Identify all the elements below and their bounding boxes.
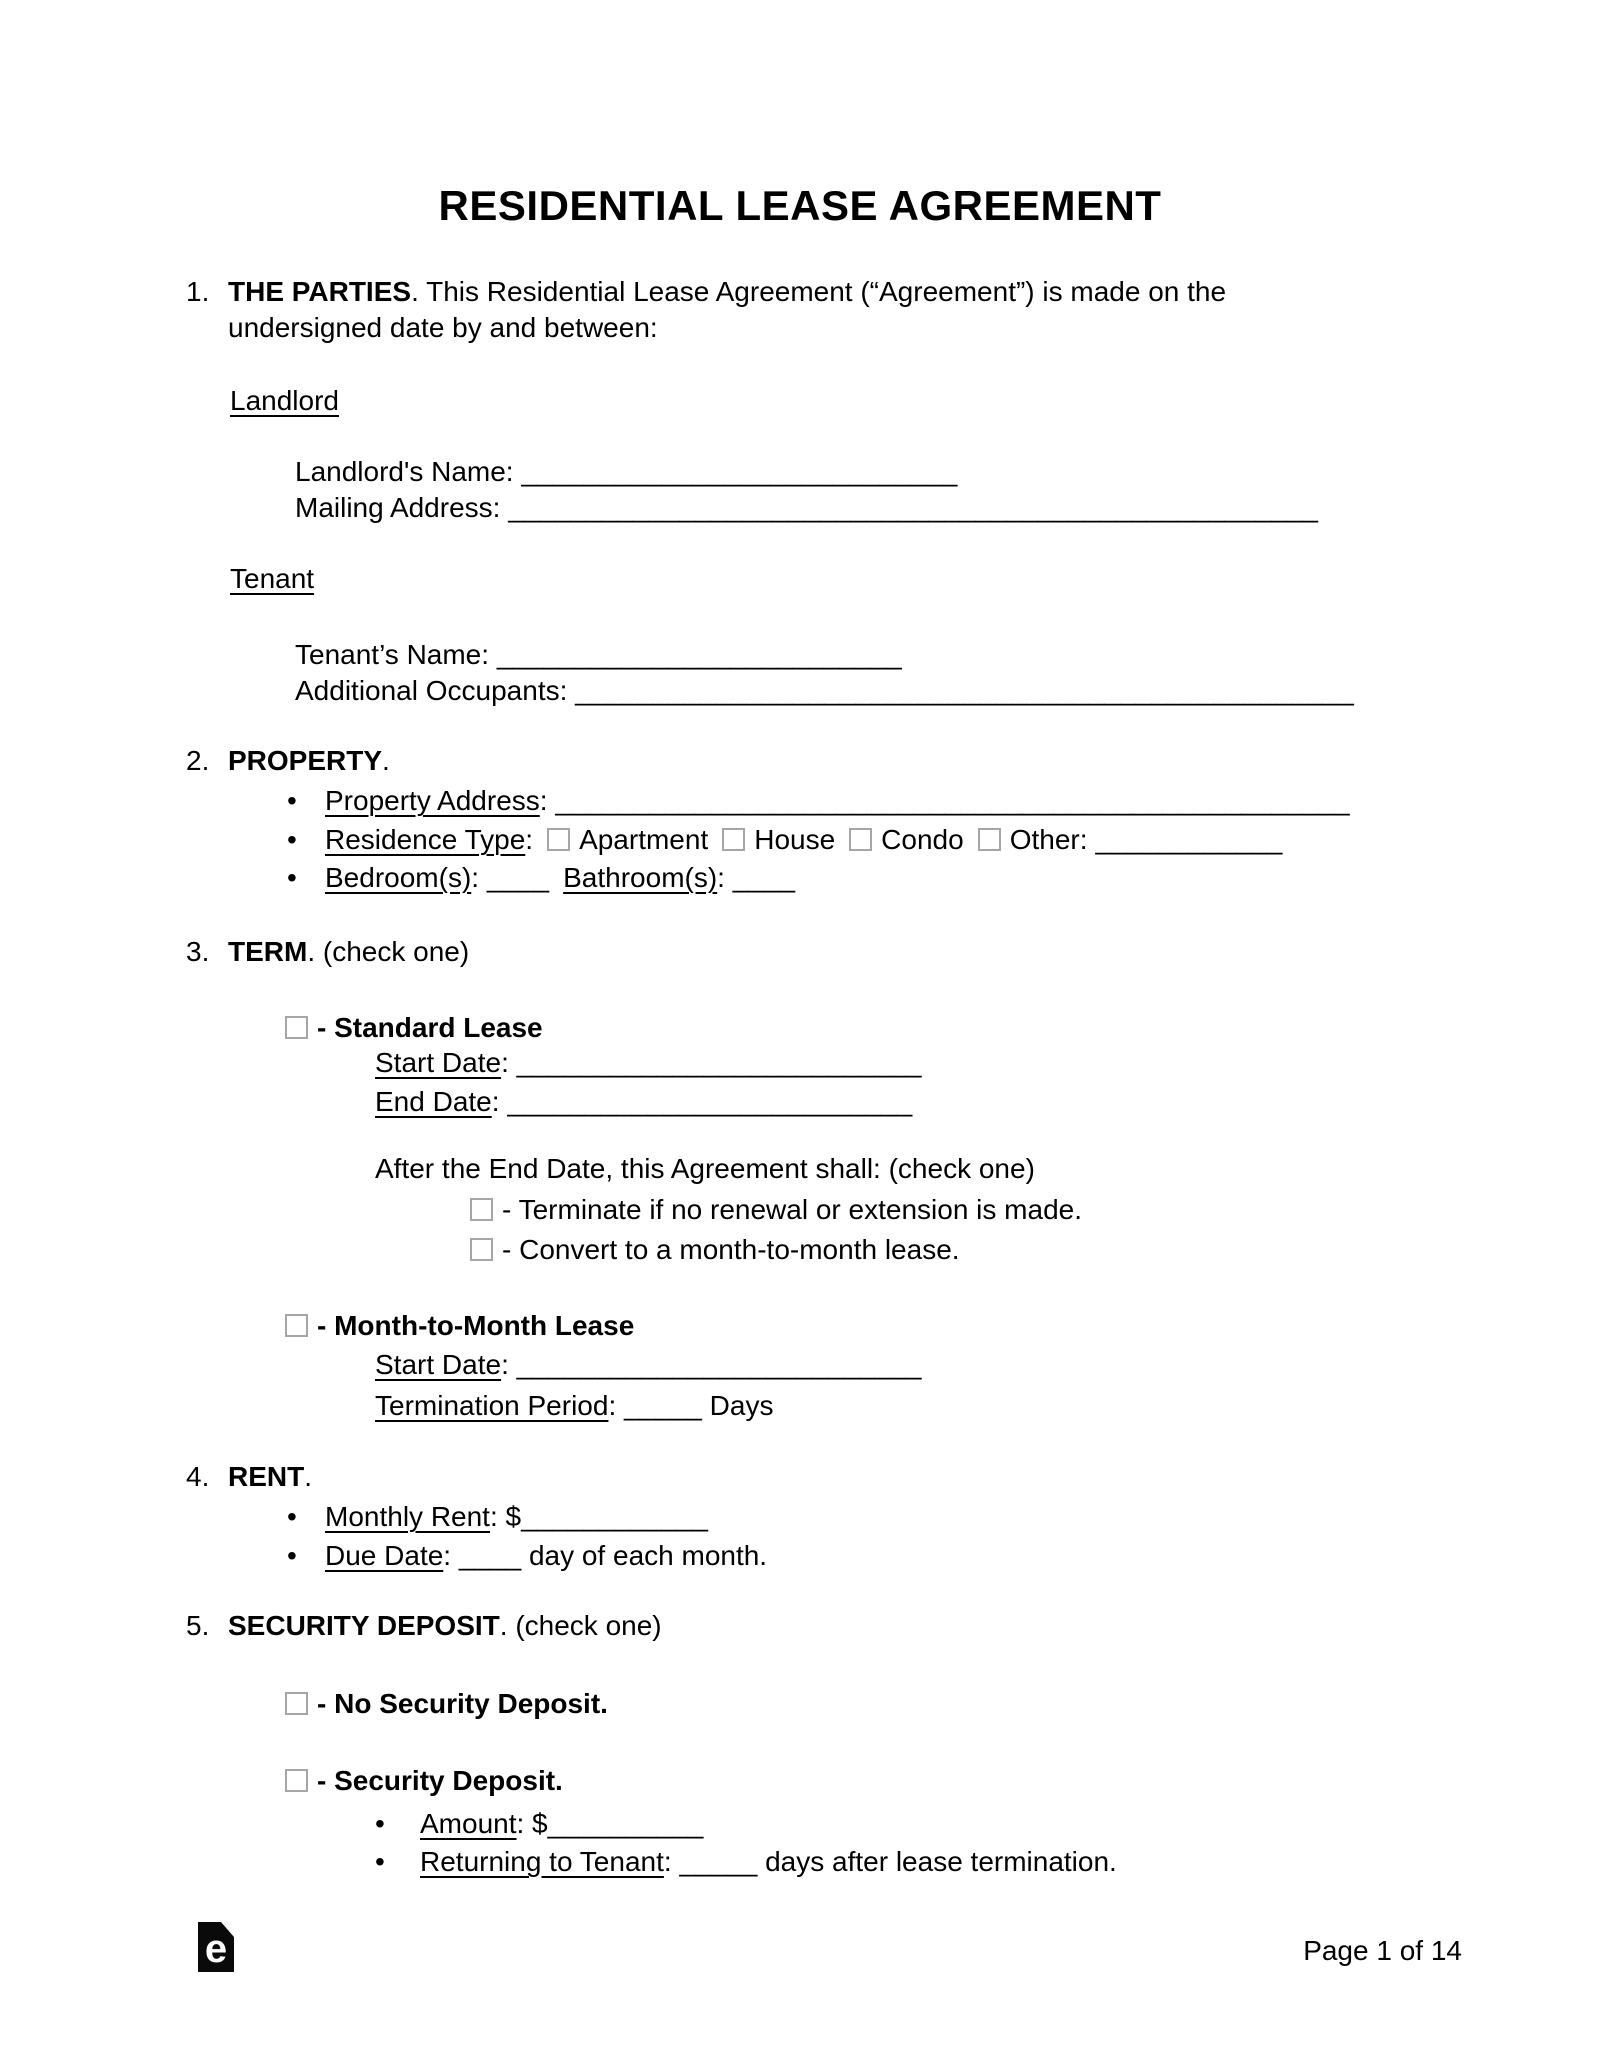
end-date-label: End Date: [375, 1086, 492, 1117]
tenant-name-label: Tenant’s Name:: [295, 639, 497, 670]
other-label: Other:: [1009, 824, 1088, 855]
standard-lease-label: - Standard Lease: [317, 1012, 543, 1043]
due-date-label: Due Date: [325, 1540, 444, 1571]
mailing-address-label: Mailing Address:: [295, 492, 509, 523]
m2m-start-date-field[interactable]: __________________________: [516, 1349, 922, 1380]
section-deposit-heading: [186, 1608, 662, 1644]
colon: :: [539, 785, 556, 816]
tenant-name-field[interactable]: __________________________: [496, 639, 902, 670]
section-property-heading: [186, 743, 390, 779]
section-term-heading: [186, 934, 469, 970]
colon: :: [608, 1390, 625, 1421]
bathrooms-label: Bathroom(s): [563, 862, 718, 893]
residence-option-condo: [849, 824, 964, 855]
bedrooms-bathrooms-row: [287, 860, 795, 896]
landlord-heading: Landlord: [230, 385, 339, 416]
termination-period-label: Termination Period: [375, 1390, 609, 1421]
colon: :: [525, 824, 534, 855]
colon: :: [717, 862, 733, 893]
colon: :: [501, 1349, 517, 1380]
colon: :: [443, 1540, 459, 1571]
returning-row: [375, 1844, 1117, 1880]
section-heading: TERM: [228, 936, 308, 967]
section-number: 2.: [186, 745, 210, 776]
bedrooms-label: Bedroom(s): [325, 862, 472, 893]
checkbox-house[interactable]: [722, 828, 745, 851]
parties-intro-line1: [186, 274, 1226, 310]
landlord-name-row: [295, 454, 1318, 490]
returning-suffix: days after lease termination.: [765, 1846, 1117, 1877]
amount-field[interactable]: __________: [547, 1808, 704, 1839]
section-heading-suffix: .: [304, 1461, 313, 1492]
checkbox-no-security-deposit[interactable]: [285, 1692, 308, 1715]
checkbox-terminate[interactable]: [470, 1198, 493, 1221]
convert-option-label: - Convert to a month-to-month lease.: [502, 1234, 960, 1265]
apartment-label: Apartment: [579, 824, 709, 855]
section-heading: THE PARTIES: [228, 276, 412, 307]
terminate-option-label: - Terminate if no renewal or extension is made.: [502, 1194, 1082, 1225]
monthly-rent-row: [287, 1499, 708, 1535]
other-field[interactable]: ____________: [1095, 824, 1283, 855]
bullet-icon: •: [287, 1540, 297, 1571]
month-to-month-row: [285, 1308, 634, 1344]
bullet-icon: •: [287, 862, 297, 893]
landlord-name-label: Landlord's Name:: [295, 456, 522, 487]
end-date-field[interactable]: __________________________: [507, 1086, 913, 1117]
parties-intro-text: . This Residential Lease Agreement (“Agreement”) is made on the: [411, 276, 1227, 307]
property-address-label: Property Address: [325, 785, 540, 816]
checkbox-month-to-month[interactable]: [285, 1314, 308, 1337]
bullet-icon: •: [287, 785, 297, 816]
checkbox-condo[interactable]: [849, 828, 872, 851]
amount-label: Amount: [420, 1808, 517, 1839]
colon: :: [663, 1846, 680, 1877]
additional-occupants-row: [295, 673, 1354, 709]
section-heading-suffix: . (check one): [307, 936, 470, 967]
section-heading-suffix: . (check one): [499, 1610, 662, 1641]
mailing-address-row: [295, 490, 1318, 526]
termination-period-field[interactable]: _____: [624, 1390, 710, 1421]
start-date-label: Start Date: [375, 1349, 502, 1380]
tenant-fields: [295, 637, 1354, 709]
eforms-logo-icon: [198, 1922, 234, 1972]
checkbox-convert[interactable]: [470, 1238, 493, 1261]
start-date-label: Start Date: [375, 1047, 502, 1078]
colon-dollar: : $: [516, 1808, 548, 1839]
property-address-row: [287, 783, 1350, 819]
due-date-field[interactable]: ____: [458, 1540, 529, 1571]
document-title: RESIDENTIAL LEASE AGREEMENT: [438, 182, 1162, 229]
page-number: Page 1 of 14: [1303, 1935, 1462, 1966]
checkbox-other[interactable]: [978, 828, 1001, 851]
start-date-field[interactable]: __________________________: [516, 1047, 922, 1078]
terminate-option-row: [470, 1192, 1082, 1228]
landlord-name-field[interactable]: ____________________________: [521, 456, 958, 487]
checkbox-standard-lease[interactable]: [285, 1016, 308, 1039]
residence-option-apartment: [547, 824, 708, 855]
standard-start-date-row: [375, 1045, 922, 1081]
bathrooms-field[interactable]: ____: [732, 862, 796, 893]
month-to-month-label: - Month-to-Month Lease: [317, 1310, 635, 1341]
residence-type-row: [287, 822, 1282, 858]
bullet-icon: •: [287, 824, 297, 855]
amount-row: [375, 1806, 703, 1842]
logo-letter: e: [204, 1927, 228, 1971]
section-heading: RENT: [228, 1461, 305, 1492]
bullet-icon: •: [375, 1846, 385, 1877]
mailing-address-field[interactable]: ____________________________________________________: [508, 492, 1318, 523]
after-end-date-intro: After the End Date, this Agreement shall: (check one): [375, 1153, 1035, 1184]
colon-dollar: : $: [489, 1501, 522, 1532]
additional-occupants-label: Additional Occupants:: [295, 675, 576, 706]
section-number: 3.: [186, 936, 210, 967]
residence-option-other: [978, 824, 1088, 855]
convert-option-row: [470, 1232, 960, 1268]
no-security-deposit-label: - No Security Deposit.: [317, 1688, 608, 1719]
section-heading: PROPERTY: [228, 745, 383, 776]
bedrooms-field[interactable]: ____: [486, 862, 550, 893]
termination-period-suffix: Days: [709, 1390, 774, 1421]
section-number: 4.: [186, 1461, 210, 1492]
parties-intro-line2: undersigned date by and between:: [228, 312, 658, 343]
section-number: 5.: [186, 1610, 210, 1641]
condo-label: Condo: [881, 824, 964, 855]
monthly-rent-field[interactable]: ____________: [521, 1501, 708, 1532]
security-deposit-label: - Security Deposit.: [317, 1765, 563, 1796]
property-address-field[interactable]: ___________________________________________________: [555, 785, 1350, 816]
standard-end-date-row: [375, 1084, 912, 1120]
section-number: 1.: [186, 276, 210, 307]
termination-period-row: [375, 1388, 773, 1424]
colon: :: [501, 1047, 517, 1078]
section-rent-heading: [186, 1459, 312, 1495]
due-date-row: [287, 1538, 767, 1574]
due-date-suffix: day of each month.: [528, 1540, 768, 1571]
standard-lease-row: [285, 1010, 543, 1046]
residence-option-house: [722, 824, 835, 855]
additional-occupants-field[interactable]: __________________________________________________: [575, 675, 1354, 706]
security-deposit-row: [285, 1763, 563, 1799]
returning-field[interactable]: _____: [679, 1846, 766, 1877]
landlord-fields: [295, 454, 1318, 526]
returning-label: Returning to Tenant: [420, 1846, 664, 1877]
section-parties: [186, 274, 1226, 346]
checkbox-security-deposit[interactable]: [285, 1769, 308, 1792]
monthly-rent-label: Monthly Rent: [325, 1501, 490, 1532]
bullet-icon: •: [287, 1501, 297, 1532]
no-security-deposit-row: [285, 1686, 608, 1722]
checkbox-apartment[interactable]: [547, 828, 570, 851]
house-label: House: [754, 824, 836, 855]
tenant-name-row: [295, 637, 1354, 673]
section-heading-suffix: .: [382, 745, 390, 776]
residence-type-label: Residence Type: [325, 824, 526, 855]
colon: :: [491, 1086, 508, 1117]
bullet-icon: •: [375, 1808, 385, 1839]
tenant-heading: Tenant: [230, 563, 315, 594]
section-heading: SECURITY DEPOSIT: [228, 1610, 500, 1641]
colon: :: [471, 862, 487, 893]
m2m-start-date-row: [375, 1347, 922, 1383]
